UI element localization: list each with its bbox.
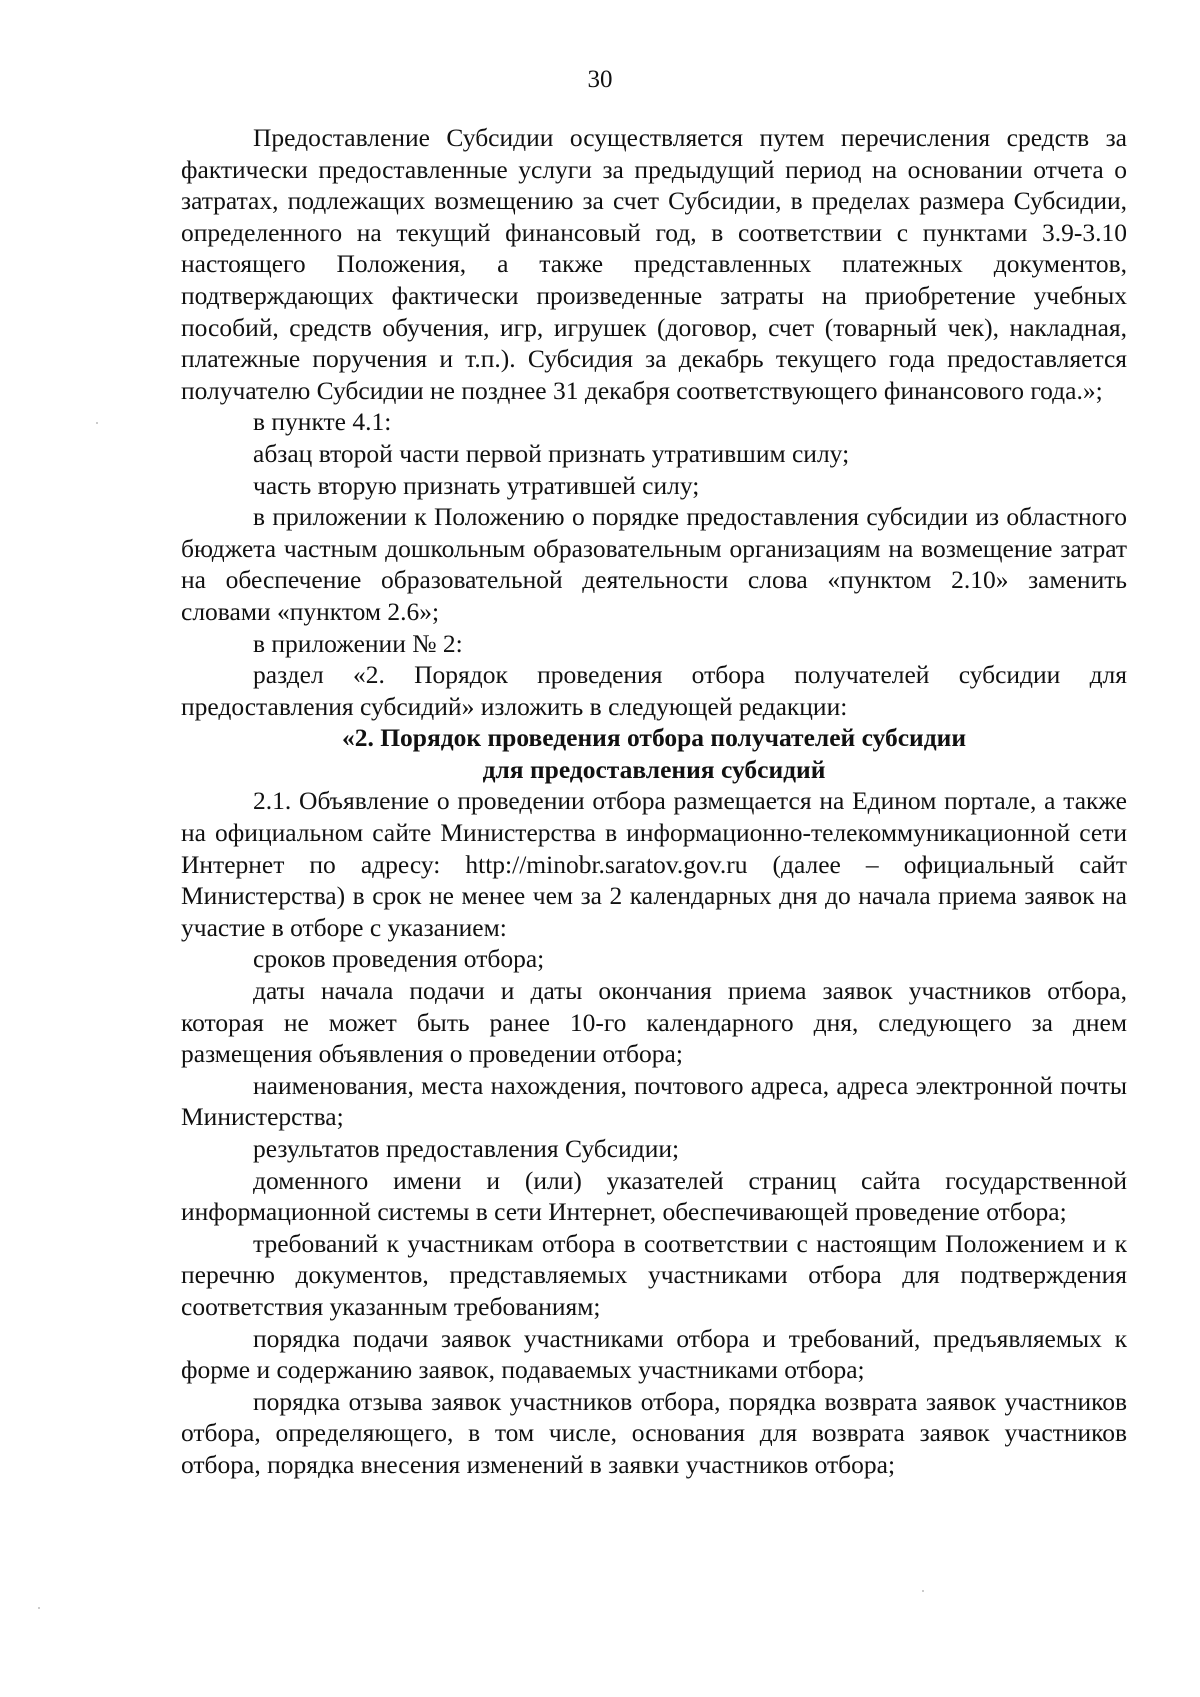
paragraph-2-1-announcement: 2.1. Объявление о проведении отбора размещается на Едином портале, а также на официальном сайте Министерства в информационно-телекоммуникационной сети Интернет по адресу: http://minobr.saratov.gov.ru (далее – официальный сайт Министерства) в срок не менее чем за 2 календарных дня до начала приема заявок на участие в отборе с указанием: — [181, 786, 1127, 942]
list-item-domain-name: доменного имени и (или) указателей страниц сайта государственной информационной системы в сети Интернет, обеспечивающей проведение отбора; — [181, 1165, 1127, 1227]
list-item-participant-requirements: требований к участникам отбора в соответствии с настоящим Положением и к перечню документов, представляемых участниками отбора для подтверждения соответствия указанным требованиям; — [181, 1228, 1127, 1321]
list-item-selection-dates: сроков проведения отбора; — [253, 944, 545, 974]
scan-speck — [922, 1590, 924, 1592]
section-heading-line-2: для предоставления субсидий — [482, 754, 826, 784]
paragraph-subsidy-provision: Предоставление Субсидии осуществляется путем перечисления средств за фактически предоставленные услуги за предыдущий период на основании отчета о затратах, подлежащих возмещению за счет Субсидии, в пределах размера Субсидии, определенного на текущий финансовый год, в соответствии с пунктами 3.9-3.10 настоящего Положения, а также представленных платежных документов, подтверждающих фактически произведенные затраты на приобретение учебных пособий, средств обучения, игр, игрушек (договор, счет (товарный чек), накладная, платежные поручения и т.п.). Субсидия за декабрь текущего года предоставляется получателю Субсидии не позднее 31 декабря соответствующего финансового года.»; — [181, 123, 1127, 405]
paragraph-appendix-2: в приложении № 2: — [253, 628, 463, 658]
list-item-application-submission: порядка подачи заявок участниками отбора и требований, предъявляемых к форме и содержанию заявок, подаваемых участниками отбора; — [181, 1323, 1127, 1385]
document-body — [181, 122, 1127, 1481]
paragraph-point-4-1: в пункте 4.1: — [253, 407, 392, 437]
list-item-ministry-contacts: наименования, места нахождения, почтового адреса, адреса электронной почты Министерства; — [181, 1070, 1127, 1132]
paragraph-second-part: часть вторую признать утратившей силу; — [253, 470, 700, 500]
list-item-subsidy-results: результатов предоставления Субсидии; — [253, 1134, 680, 1163]
section-heading-line-1: «2. Порядок проведения отбора получателей субсидии — [341, 723, 967, 753]
paragraph-section-2-restate: раздел «2. Порядок проведения отбора получателей субсидии для предоставления субсидий» изложить в следующей редакции: — [181, 660, 1127, 721]
paragraph-appendix-regulation: в приложении к Положению о порядке предоставления субсидии из областного бюджета частным дошкольным образовательным организациям на возмещение затрат на обеспечение образовательной деятельности слова «пунктом 2.10» заменить словами «пунктом 2.6»; — [181, 502, 1127, 626]
page-number: 30 — [587, 66, 613, 93]
list-item-application-dates: даты начала подачи и даты окончания приема заявок участников отбора, которая не может быть ранее 10-го календарного дня, следующего за днем размещения объявления о проведении отбора; — [181, 976, 1127, 1069]
scan-speck — [38, 1607, 40, 1609]
list-item-application-withdrawal: порядка отзыва заявок участников отбора, порядка возврата заявок участников отбора, определяющего, в том числе, основания для возврата заявок участников отбора, порядка внесения изменений в заявки участников отбора; — [181, 1386, 1127, 1479]
paragraph-second-abzac: абзац второй части первой признать утратившим силу; — [253, 438, 850, 468]
scan-speck — [96, 422, 98, 424]
